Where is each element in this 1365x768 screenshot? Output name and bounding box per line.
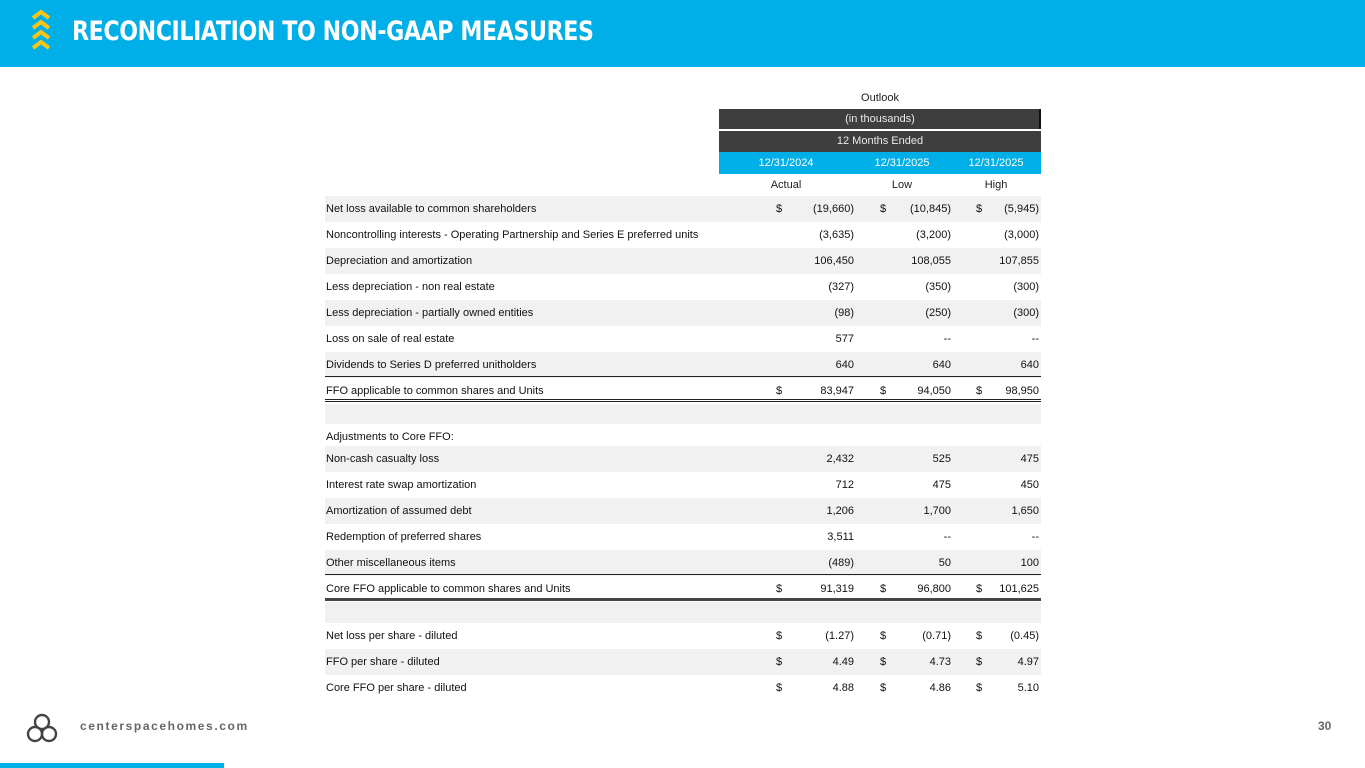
dollar-sign: $ <box>976 682 983 694</box>
value-high: (300) <box>1013 307 1039 319</box>
table-row <box>325 623 1041 649</box>
row-label: Net loss available to common shareholders <box>326 203 537 215</box>
value-high: (300) <box>1013 281 1039 293</box>
value-low: 96,800 <box>917 583 951 595</box>
value-high: 98,950 <box>1005 385 1039 397</box>
dollar-sign: $ <box>880 630 887 642</box>
date-low: 12/31/2025 <box>874 157 930 169</box>
value-actual: 1,206 <box>826 505 854 517</box>
centerspace-logo-icon <box>26 713 58 743</box>
value-high: (3,000) <box>1004 229 1039 241</box>
value-high: 107,855 <box>999 255 1039 267</box>
value-low: 108,055 <box>911 255 951 267</box>
value-low: -- <box>943 333 951 345</box>
date-high: 12/31/2025 <box>968 157 1024 169</box>
dollar-sign: $ <box>976 583 983 595</box>
dollar-sign: $ <box>880 583 887 595</box>
table-row <box>325 196 1041 222</box>
value-actual: 4.88 <box>832 682 854 694</box>
chevron-logo-icon <box>30 9 52 55</box>
value-low: 4.73 <box>929 656 951 668</box>
row-label: Net loss per share - diluted <box>326 630 458 642</box>
row-label: Loss on sale of real estate <box>326 333 455 345</box>
value-low: 475 <box>932 479 951 491</box>
footer-accent-bar <box>0 763 224 768</box>
table-row <box>325 326 1041 352</box>
value-actual: 712 <box>835 479 854 491</box>
row-label: Noncontrolling interests - Operating Partnership and Series E preferred units <box>326 229 699 241</box>
ffo-double-rule <box>325 399 1041 402</box>
value-high: (0.45) <box>1010 630 1039 642</box>
row-label: FFO per share - diluted <box>326 656 440 668</box>
value-actual: (3,635) <box>819 229 854 241</box>
table-row <box>325 352 1041 378</box>
value-high: -- <box>1031 333 1039 345</box>
dollar-sign: $ <box>776 682 783 694</box>
table-row <box>325 274 1041 300</box>
value-low: 94,050 <box>917 385 951 397</box>
value-low: 525 <box>932 453 951 465</box>
dollar-sign: $ <box>776 583 783 595</box>
value-low: 4.86 <box>929 682 951 694</box>
page-number: 30 <box>1318 719 1332 733</box>
dollar-sign: $ <box>880 656 887 668</box>
value-actual: 91,319 <box>820 583 854 595</box>
spacer-row <box>325 404 1041 424</box>
dollar-sign: $ <box>880 203 887 215</box>
table-row <box>325 222 1041 248</box>
value-high: 100 <box>1020 557 1039 569</box>
value-actual: (19,660) <box>813 203 854 215</box>
period-label: 12 Months Ended <box>719 131 1041 152</box>
page-title: RECONCILIATION TO NON-GAAP MEASURES <box>72 16 594 47</box>
date-header-row <box>719 152 1041 174</box>
column-high: High <box>984 179 1008 191</box>
value-high: 640 <box>1020 359 1039 371</box>
row-label: Less depreciation - partially owned entities <box>326 307 534 319</box>
column-header-row <box>719 174 1041 197</box>
core-ffo-double-rule <box>325 598 1041 601</box>
dollar-sign: $ <box>976 385 983 397</box>
dollar-sign: $ <box>880 385 887 397</box>
value-high: 475 <box>1020 453 1039 465</box>
value-actual: 83,947 <box>820 385 854 397</box>
table-row <box>325 300 1041 326</box>
dollar-sign: $ <box>976 630 983 642</box>
value-actual: (489) <box>828 557 854 569</box>
row-label: Core FFO applicable to common shares and Units <box>326 583 571 595</box>
date-actual: 12/31/2024 <box>758 157 814 169</box>
table-row <box>325 649 1041 675</box>
column-actual: Actual <box>770 179 802 191</box>
table-row <box>325 446 1041 472</box>
table-row <box>325 524 1041 550</box>
header-bar <box>0 0 1365 67</box>
units-label: (in thousands) <box>719 109 1041 129</box>
dollar-sign: $ <box>776 203 783 215</box>
value-low: (3,200) <box>916 229 951 241</box>
value-low: (0.71) <box>922 630 951 642</box>
value-actual: 640 <box>835 359 854 371</box>
outlook-label: Outlook <box>861 92 899 104</box>
table-row <box>325 675 1041 701</box>
row-label: FFO applicable to common shares and Units <box>326 385 544 397</box>
value-high: 101,625 <box>999 583 1039 595</box>
row-label: Amortization of assumed debt <box>326 505 472 517</box>
row-label: Depreciation and amortization <box>326 255 473 267</box>
value-high: -- <box>1031 531 1039 543</box>
table-row <box>325 248 1041 274</box>
value-actual: (1.27) <box>825 630 854 642</box>
table-row <box>325 472 1041 498</box>
row-label: Less depreciation - non real estate <box>326 281 495 293</box>
value-low: 1,700 <box>923 505 951 517</box>
dollar-sign: $ <box>976 656 983 668</box>
value-actual: 4.49 <box>832 656 854 668</box>
dollar-sign: $ <box>976 203 983 215</box>
footer-url: centerspacehomes.com <box>80 719 249 733</box>
value-actual: (327) <box>828 281 854 293</box>
subtotal-rule <box>325 376 1041 377</box>
column-low: Low <box>891 179 913 191</box>
row-label: Adjustments to Core FFO: <box>326 431 454 443</box>
row-label: Non-cash casualty loss <box>326 453 440 465</box>
value-low: (250) <box>925 307 951 319</box>
value-actual: 106,450 <box>814 255 854 267</box>
value-low: -- <box>943 531 951 543</box>
value-high: 4.97 <box>1017 656 1039 668</box>
value-actual: 577 <box>835 333 854 345</box>
value-high: 450 <box>1020 479 1039 491</box>
row-label: Core FFO per share - diluted <box>326 682 467 694</box>
dollar-sign: $ <box>776 630 783 642</box>
value-high: 1,650 <box>1011 505 1039 517</box>
value-high: (5,945) <box>1004 203 1039 215</box>
value-high: 5.10 <box>1017 682 1039 694</box>
row-label: Redemption of preferred shares <box>326 531 482 543</box>
value-low: 50 <box>938 557 951 569</box>
dollar-sign: $ <box>880 682 887 694</box>
row-label: Dividends to Series D preferred unitholders <box>326 359 537 371</box>
value-low: (350) <box>925 281 951 293</box>
value-actual: 2,432 <box>826 453 854 465</box>
value-actual: 3,511 <box>827 531 854 543</box>
table-row <box>325 498 1041 524</box>
header-edge-divider <box>1039 109 1041 129</box>
row-label: Interest rate swap amortization <box>326 479 477 491</box>
value-low: (10,845) <box>910 203 951 215</box>
spacer-row <box>325 602 1041 623</box>
row-label: Other miscellaneous items <box>326 557 456 569</box>
dollar-sign: $ <box>776 656 783 668</box>
value-actual: (98) <box>834 307 854 319</box>
table-row <box>325 550 1041 576</box>
value-low: 640 <box>932 359 951 371</box>
subtotal-rule <box>325 574 1041 575</box>
dollar-sign: $ <box>776 385 783 397</box>
